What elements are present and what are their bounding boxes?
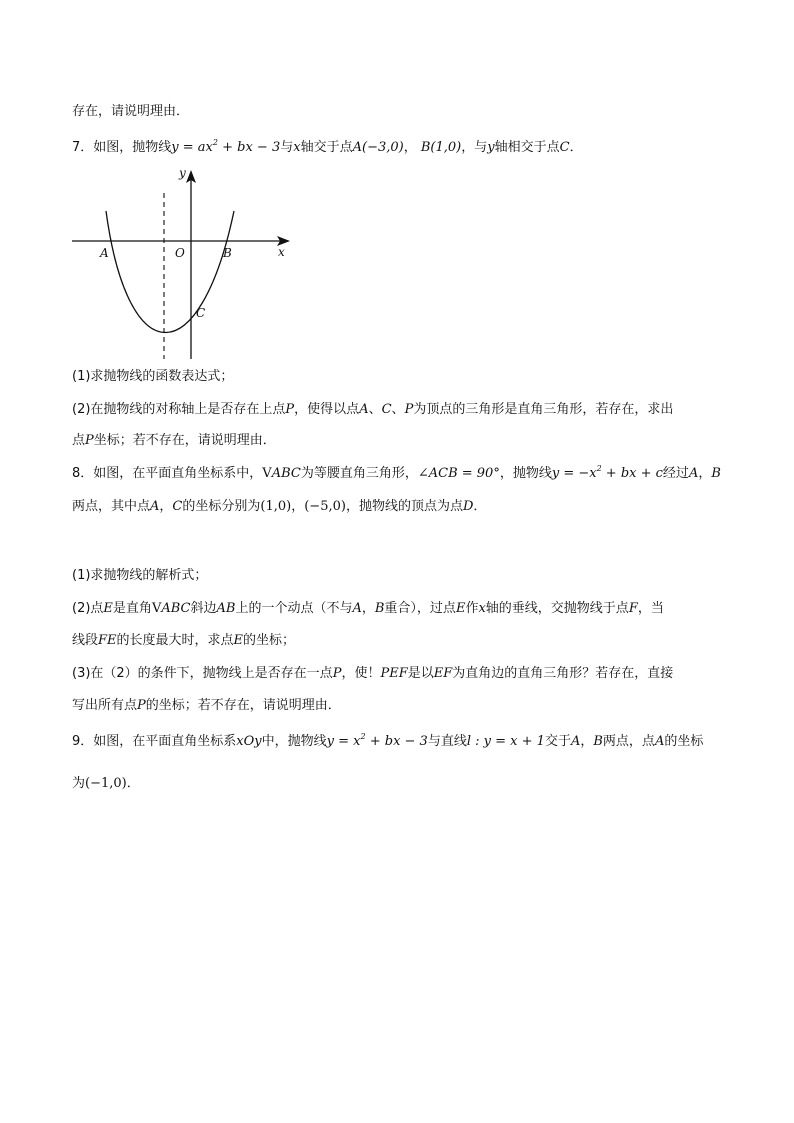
- math-var: B: [593, 734, 603, 749]
- equation: $y = ax^2$ + bx − 3: [171, 138, 281, 155]
- text: (2)点: [72, 601, 104, 616]
- text: ，使得以点: [294, 402, 360, 417]
- math-var: E: [455, 601, 466, 616]
- math-var: EF: [433, 666, 453, 681]
- math-var: E: [233, 633, 244, 648]
- label-y: y: [179, 166, 186, 180]
- triangle-symbol: V: [262, 466, 272, 481]
- text: ．: [569, 140, 583, 155]
- text-line: [72, 431, 276, 451]
- text: 轴交于点: [300, 140, 353, 155]
- math-var: A: [352, 601, 362, 616]
- math-var: B: [374, 601, 385, 616]
- text: 、: [391, 402, 405, 417]
- text: 两点，点: [602, 734, 655, 749]
- math-var: FE: [98, 633, 117, 648]
- triangle-symbol: ！: [367, 666, 381, 681]
- math-var: ABC: [161, 601, 191, 616]
- text: 的坐标: [664, 734, 704, 749]
- text: 线段: [72, 633, 99, 648]
- text-line: [72, 631, 295, 651]
- math-var: A: [359, 402, 369, 417]
- text-line: [72, 664, 673, 684]
- text: 作: [465, 601, 479, 616]
- equation: $y = x^2$ + bx − 3: [326, 732, 428, 749]
- math-var: A: [654, 734, 665, 749]
- text: 如图，抛物线: [93, 140, 172, 155]
- text: ，使: [341, 666, 368, 681]
- text: 为顶点的三角形是直角三角形，若存在，求出: [413, 402, 674, 417]
- question-9: [72, 732, 703, 752]
- text: 轴相交于点: [494, 140, 560, 155]
- math-var: D: [462, 499, 474, 514]
- text: 是以: [407, 666, 434, 681]
- text: 经过: [662, 466, 689, 481]
- text-line: [72, 566, 207, 586]
- parabola-curve: [106, 211, 234, 333]
- text-line: [72, 102, 189, 122]
- math-var: P: [285, 402, 295, 417]
- math-var: P: [404, 402, 414, 417]
- text: 轴的垂线，交抛物线于点: [485, 601, 629, 616]
- math-var: P: [137, 698, 146, 713]
- math-var: B: [711, 466, 721, 481]
- text-line: [72, 774, 140, 794]
- math-var: xOy: [236, 734, 262, 749]
- label-O: O: [175, 246, 185, 260]
- math-var: P: [332, 666, 342, 681]
- label-B: B: [223, 246, 232, 260]
- label-A: A: [100, 246, 109, 260]
- text: 点: [72, 433, 86, 448]
- math-var: y: [487, 140, 495, 155]
- angle-expr: ∠ACB = 90°: [417, 466, 500, 481]
- text: 交于: [544, 734, 571, 749]
- math-var: C: [172, 499, 183, 514]
- text: (1)求抛物线的解析式；: [72, 568, 208, 583]
- math-var: P: [85, 433, 94, 448]
- label-C: C: [196, 306, 206, 320]
- text-line: [72, 400, 673, 420]
- text: ，: [580, 734, 594, 749]
- math-var: A: [688, 466, 699, 481]
- question-7: [72, 138, 583, 158]
- math-var: C: [381, 402, 392, 417]
- triangle-symbol: V: [151, 601, 162, 616]
- question-number: 7．: [72, 140, 94, 155]
- text: 的坐标；: [243, 633, 296, 648]
- text-line: [72, 599, 664, 619]
- math-var: AB: [216, 601, 236, 616]
- math-var: x: [478, 601, 486, 616]
- text: ，: [291, 499, 305, 514]
- label-x: x: [278, 245, 285, 259]
- text: ，: [159, 499, 173, 514]
- text: 坐标；若不存在，请说明理由．: [93, 433, 276, 448]
- equation: $y = -x^2$ + bx + c: [551, 464, 663, 481]
- question-8: [72, 464, 721, 484]
- coordinate: (−1,0): [85, 776, 127, 791]
- math-var: C: [559, 140, 570, 155]
- text: 与: [280, 140, 294, 155]
- text: 为直角边的直角三角形？若存在，直接: [452, 666, 674, 681]
- text: ，: [403, 140, 417, 155]
- text: 为等腰直角三角形，: [300, 466, 418, 481]
- math-var: A: [150, 499, 160, 514]
- text: 存在，请说明理由．: [72, 104, 190, 119]
- math-var: x: [293, 140, 301, 155]
- question-number: 9．: [72, 734, 94, 749]
- point-B: B(1,0): [420, 140, 462, 155]
- text: ．: [126, 776, 140, 791]
- text: ，当: [637, 601, 664, 616]
- text-line: [72, 367, 233, 387]
- text: (3)在（2）的条件下，抛物线上是否存在一点: [72, 666, 333, 681]
- text: 的坐标分别为: [182, 499, 261, 514]
- math-var: ABC: [271, 466, 301, 481]
- text: (1)求抛物线的函数表达式；: [72, 369, 234, 384]
- text: 与直线: [427, 734, 467, 749]
- text: 如图，在平面直角坐标系中，: [93, 466, 263, 481]
- question-number: 8．: [72, 466, 94, 481]
- text-line: [72, 696, 341, 716]
- text: ，抛物线的顶点为点: [345, 499, 463, 514]
- text: 的坐标；若不存在，请说明理由．: [145, 698, 341, 713]
- coordinate: (−5,0): [304, 499, 346, 514]
- text: ，: [698, 466, 712, 481]
- coordinate: (1,0): [260, 499, 292, 514]
- text-line: [72, 497, 486, 517]
- point-A: A(−3,0): [352, 140, 404, 155]
- text: ．: [473, 499, 487, 514]
- text: (2)在抛物线的对称轴上是否存在上点: [72, 402, 286, 417]
- text: ，抛物线: [499, 466, 552, 481]
- math-var: F: [628, 601, 638, 616]
- text: 为: [72, 776, 86, 791]
- text: ，与: [461, 140, 488, 155]
- text: 如图，在平面直角坐标系: [93, 734, 237, 749]
- math-var: A: [570, 734, 581, 749]
- text: 上的一个动点（不与: [235, 601, 353, 616]
- text: 斜边: [190, 601, 217, 616]
- text: 是直角: [112, 601, 152, 616]
- text: 写出所有点: [72, 698, 138, 713]
- text: 的长度最大时，求点: [116, 633, 234, 648]
- parabola-figure: [68, 163, 298, 363]
- math-var: E: [103, 601, 113, 616]
- text: 中，抛物线: [261, 734, 327, 749]
- text: 两点，其中点: [72, 499, 151, 514]
- math-var: PEF: [380, 666, 408, 681]
- line-equation: l : y = x + 1: [466, 734, 545, 749]
- text: 重合），过点: [384, 601, 456, 616]
- text: ，: [361, 601, 375, 616]
- text: 、: [368, 402, 382, 417]
